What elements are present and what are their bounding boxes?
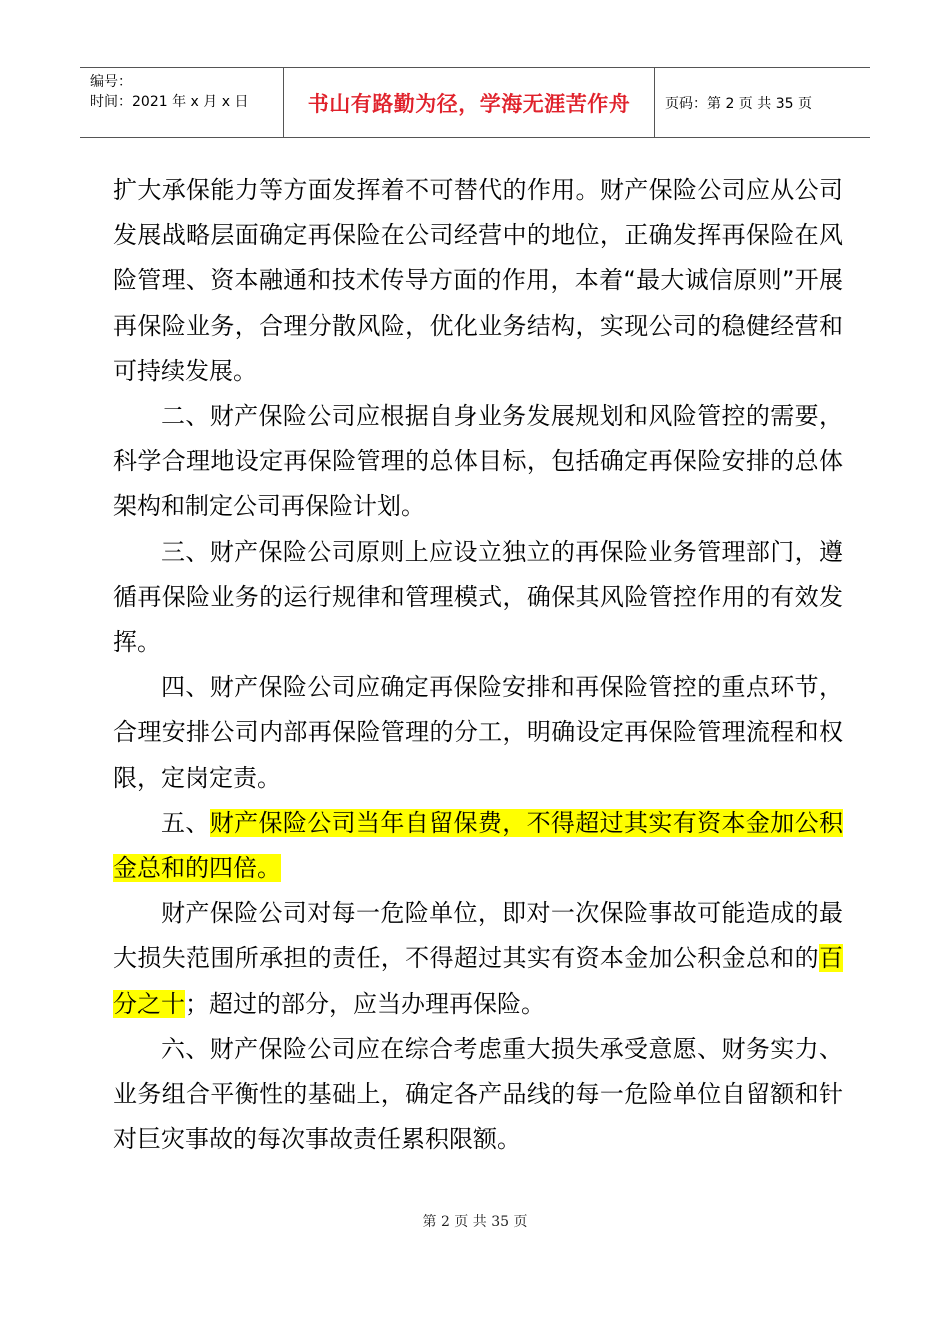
paragraph: 二、财产保险公司应根据自身业务发展规划和风险管控的需要，科学合理地设定再保险管理的总体目标，包括确定再保险安排的总体架构和制定公司再保险计划。 (113, 402, 843, 521)
document-date: 时间：2021 年 x 月 x 日 (90, 94, 249, 110)
header-meta (80, 68, 283, 137)
document-body (113, 168, 843, 1162)
paragraph: 三、财产保险公司原则上应设立独立的再保险业务管理部门，遵循再保险业务的运行规律和管理模式，确保其风险管控作用的有效发挥。 (113, 537, 843, 657)
paragraph (113, 801, 843, 891)
paragraph: 四、财产保险公司应确定再保险安排和再保险管控的重点环节，合理安排公司内部再保险管理的分工，明确设定再保险管理流程和权限，定岗定责。 (113, 673, 843, 792)
document-number: 编号： (90, 74, 132, 90)
header-page-info: 页码：第 2 页 共 35 页 (665, 95, 812, 112)
paragraph: 六、财产保险公司应在综合考虑重大损失承受意愿、财务实力、业务组合平衡性的基础上，确定各产品线的每一危险单位自留额和针对巨灾事故的每次事故责任累积限额。 (113, 1034, 843, 1154)
header-motto: 书山有路勤为径，学海无涯苦作舟 (283, 68, 655, 137)
paragraph (113, 891, 843, 1027)
paragraph-text: 财产保险公司对每一危险单位，即对一次保险事故可能造成的最大损失范围所承担的责任，不得超过其实有资本金加公积金总和的 (113, 899, 843, 973)
page-footer: 第 2 页 共 35 页 (422, 1214, 528, 1230)
paragraph: 扩大承保能力等方面发挥着不可替代的作用。财产保险公司应从公司发展战略层面确定再保险在公司经营中的地位，正确发挥再保险在风险管理、资本融通和技术传导方面的作用，本着“最大诚信原则”开展再保险业务，合理分散风险，优化业务结构，实现公司的稳健经营和可持续发展。 (113, 176, 843, 385)
highlighted-text: 财产保险公司当年自留保费，不得超过其实有资本金加公积金总和的四倍。 (113, 808, 844, 883)
highlighted-text: 百分之十 (113, 944, 843, 1018)
paragraph-text: ；超过的部分，应当办理再保险。 (185, 989, 545, 1018)
paragraph-prefix: 五、 (161, 808, 210, 837)
page-header (80, 67, 870, 138)
